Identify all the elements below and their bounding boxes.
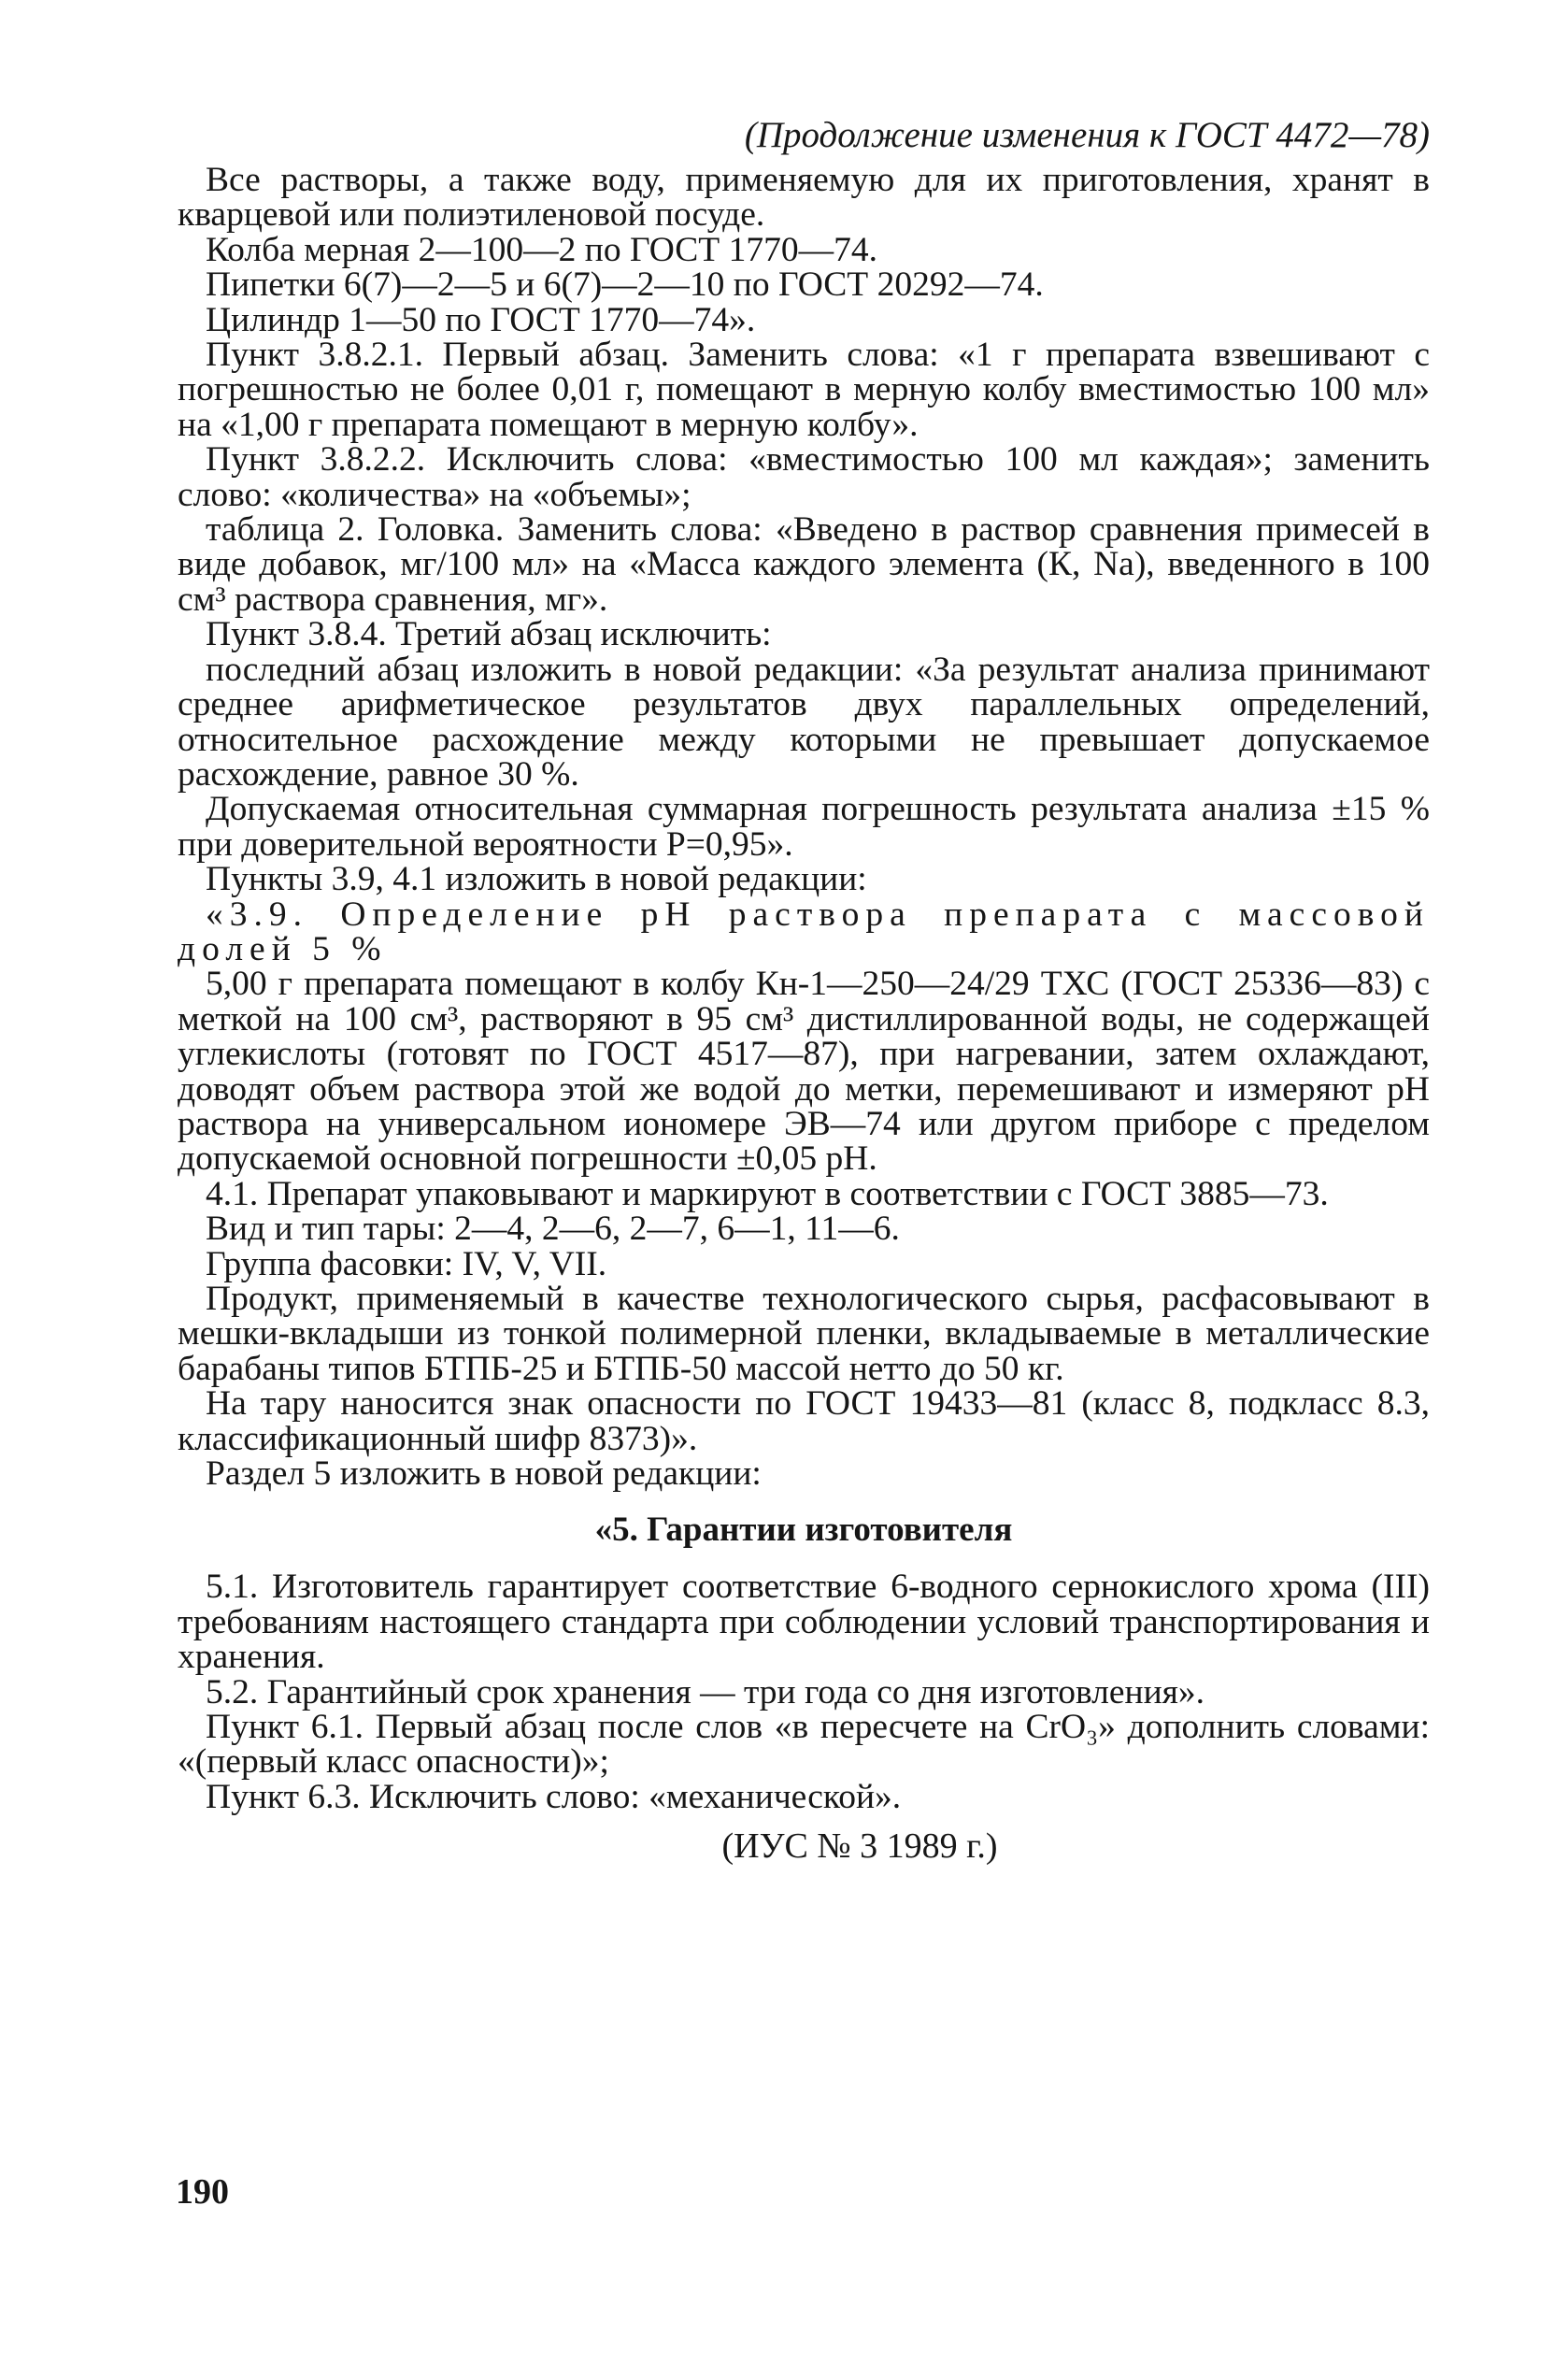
paragraph: Пипетки 6(7)—2—5 и 6(7)—2—10 по ГОСТ 20292—74. bbox=[206, 265, 1044, 305]
paragraph: Колба мерная 2—100—2 по ГОСТ 1770—74. bbox=[206, 230, 877, 269]
paragraph: 4.1. Препарат упаковывают и маркируют в соответствии с ГОСТ 3885—73. bbox=[206, 1174, 1329, 1213]
paragraph: Пункт 6.3. Исключить слово: «механической». bbox=[206, 1777, 902, 1816]
publication-reference: (ИУС № 3 1989 г.) bbox=[721, 1826, 998, 1867]
paragraph: Пункт 6.1. Первый абзац после слов «в пересчете на CrO₃» дополнить словами: «(первый класс опасности)»; bbox=[178, 1708, 1430, 1782]
paragraph: Цилиндр 1—50 по ГОСТ 1770—74». bbox=[206, 300, 756, 339]
document-body bbox=[178, 163, 1430, 1865]
paragraph: На тару наносится знак опасности по ГОСТ 19433—81 (класс 8, подкласс 8.3, классификационный шифр 8373)». bbox=[178, 1384, 1430, 1458]
paragraph: Допускаемая относительная суммарная погрешность результата анализа ±15 % при доверительной вероятности P=0,95». bbox=[178, 790, 1430, 864]
paragraph: Продукт, применяемый в качестве технологического сырья, расфасовывают в мешки-вкладыши из тонкой полимерной пленки, вкладываемые в металлические барабаны типов БТПБ-25 и БТПБ-50 массой нетто до 50 кг. bbox=[178, 1280, 1430, 1388]
paragraph: Пункты 3.9, 4.1 изложить в новой редакции: bbox=[206, 860, 867, 899]
paragraph: 5,00 г препарата помещают в колбу Кн-1—250—24/29 ТХС (ГОСТ 25336—83) с меткой на 100 см³, растворяют в 95 см³ дистиллированной воды, не содержащей углекислоты (готовят по ГОСТ 4517—87), при нагревании, затем охлаждают, доводят объем раствора этой же водой до метки, перемешивают и измеряют pH раствора на универсальном иономере ЭВ—74 или другом приборе с пределом допускаемой основной погрешности ±0,05 pH. bbox=[178, 965, 1430, 1179]
paragraph: Пункт 3.8.4. Третий абзац исключить: bbox=[206, 615, 772, 654]
document-page bbox=[178, 112, 1430, 1865]
paragraph: последний абзац изложить в новой редакции: «За результат анализа принимают среднее арифметическое результатов двух параллельных определений, относительное расхождение между которыми не превышает допускаемое расхождение, равное 30 %. bbox=[178, 650, 1430, 794]
paragraph: Раздел 5 изложить в новой редакции: bbox=[206, 1454, 762, 1494]
paragraph: таблица 2. Головка. Заменить слова: «Введено в раствор сравнения примесей в виде добавок, мг/100 мл» на «Масса каждого элемента (К, Na), введенного в 100 см³ раствора сравнения, мг». bbox=[178, 510, 1430, 619]
spaced-heading-paragraph: «3.9. Определение pH раствора препарата с массовой долей 5 % bbox=[178, 895, 1430, 968]
page-header: (Продолжение изменения к ГОСТ 4472—78) bbox=[744, 115, 1430, 155]
page-number: 190 bbox=[176, 2172, 229, 2212]
paragraph: Пункт 3.8.2.2. Исключить слова: «вместимостью 100 мл каждая»; заменить слово: «количества» на «объемы»; bbox=[178, 440, 1430, 514]
paragraph: 5.1. Изготовитель гарантирует соответствие 6-водного сернокислого хрома (III) требованиям настоящего стандарта при соблюдении условий транспортирования и хранения. bbox=[178, 1568, 1430, 1677]
paragraph: Группа фасовки: IV, V, VII. bbox=[206, 1244, 607, 1283]
paragraph: Все растворы, а также воду, применяемую для их приготовления, хранят в кварцевой или полиэтиленовой посуде. bbox=[178, 161, 1430, 235]
paragraph: Вид и тип тары: 2—4, 2—6, 2—7, 6—1, 11—6. bbox=[206, 1210, 900, 1249]
paragraph: Пункт 3.8.2.1. Первый абзац. Заменить слова: «1 г препарата взвешивают с погрешностью не более 0,01 г, помещают в мерную колбу вместимостью 100 мл» на «1,00 г препарата помещают в мерную колбу». bbox=[178, 336, 1430, 444]
section-title: «5. Гарантии изготовителя bbox=[594, 1511, 1013, 1550]
paragraph: 5.2. Гарантийный срок хранения — три года со дня изготовления». bbox=[206, 1672, 1205, 1711]
